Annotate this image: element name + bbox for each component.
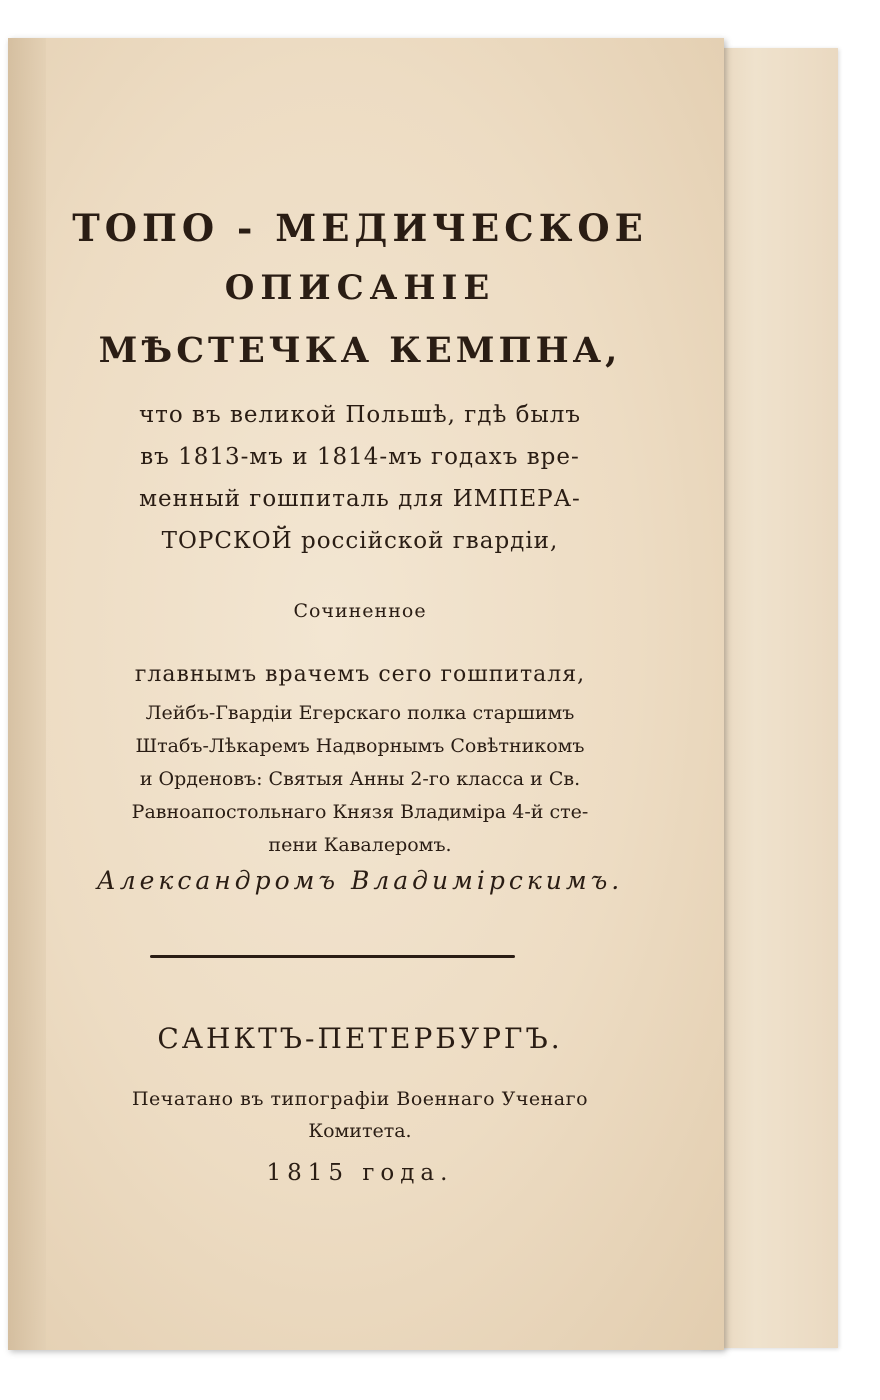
subtitle-line-4: ТОРСКОЙ россійской гвардіи, — [161, 528, 559, 554]
city: САНКТЪ-ПЕТЕРБУРГЪ. — [157, 1022, 563, 1055]
author-description-line-6: пени Кавалеромъ. — [268, 834, 452, 856]
publication-year: 1815 года. — [266, 1160, 454, 1186]
divider-rule — [150, 955, 515, 958]
author-description-line-5: Равноапостольнаго Князя Владиміра 4-й сте- — [131, 801, 589, 823]
author-description-line-4: и Орденовъ: Святыя Анны 2-го класса и Св. — [139, 768, 581, 790]
title-line-3: МѢСТЕЧКА КЕМПНА, — [98, 330, 622, 371]
subtitle-line-3: менный гошпиталь для ИМПЕРА- — [139, 486, 581, 512]
author-description-line-1: главнымъ врачемъ сего гошпиталя, — [134, 662, 586, 687]
printed-by-line-2: Комитета. — [308, 1120, 412, 1142]
title-line-2: ОПИСАНІЕ — [224, 268, 496, 308]
composed-label: Сочиненное — [293, 600, 427, 622]
title-line-1: ТОПО - МЕДИЧЕСКОЕ — [72, 206, 648, 250]
printed-by-line-1: Печатано въ типографіи Военнаго Ученаго — [131, 1088, 589, 1110]
author-description-line-3: Штабъ-Лѣкаремъ Надворнымъ Совѣтникомъ — [135, 735, 585, 757]
author-description-line-2: Лейбъ-Гвардіи Егерскаго полка старшимъ — [145, 702, 575, 724]
subtitle-line-2: въ 1813-мъ и 1814-мъ годахъ вре- — [140, 444, 580, 470]
subtitle-line-1: что въ великой Польшѣ, гдѣ былъ — [138, 402, 582, 428]
author-name: Александромъ Владимірскимъ. — [96, 866, 624, 895]
